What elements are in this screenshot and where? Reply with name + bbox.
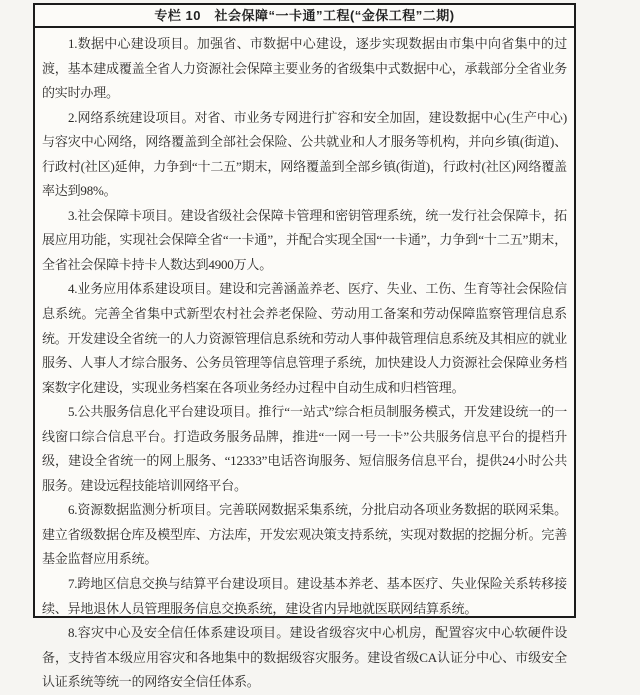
panel-paragraph-8: 8.容灾中心及安全信任体系建设项目。建设省级容灾中心机房，配置容灾中心软硬件设备，支持省本级应用容灾和各地集中的数据级容灾服务。建设省级CA认证分中心、市级安全认证系统等统一的网络安全信任体系。	[42, 625, 567, 690]
panel-paragraph-5: 5.公共服务信息化平台建设项目。推行“一站式”综合柜员制服务模式，开发建设统一的一线窗口综合信息平台。打造政务服务品牌，推进“一网一号一卡”公共服务信息平台的提档升级，建设全省统一的网上服务、“12333”电话咨询服务、短信服务信息平台，提供24小时公共服务。建设远程技能培训网络平台。	[42, 404, 567, 493]
panel-paragraph-2: 2.网络系统建设项目。对省、市业务专网进行扩容和安全加固，建设数据中心(生产中心)与容灾中心网络，网络覆盖到全部社会保险、公共就业和人才服务等机构，并向乡镇(街道)、行政村(社区)延伸，力争到“十二五”期末，网络覆盖到全部乡镇(街道)，行政村(社区)网络覆盖率达到98%。	[42, 109, 567, 199]
panel-paragraph-1: 1.数据中心建设项目。加强省、市数据中心建设，逐步实现数据由市集中向省集中的过渡，基本建成覆盖全省人力资源社会保障主要业务的省级集中式数据中心，承载部分全省业务的实时办理。	[42, 36, 567, 101]
panel-title: 专栏 10 社会保障“一卡通”工程(“金保工程”二期)	[35, 5, 574, 28]
panel-paragraph-7: 7.跨地区信息交换与结算平台建设项目。建设基本养老、基本医疗、失业保险关系转移接续、异地退休人员管理服务信息交换系统，建设省内异地就医联网结算系统。	[42, 576, 567, 616]
panel-body	[35, 28, 574, 695]
panel-paragraph-4: 4.业务应用体系建设项目。建设和完善涵盖养老、医疗、失业、工伤、生育等社会保险信息系统。完善全省集中式新型农村社会养老保险、劳动用工备案和劳动保障监察管理信息系统。开发建设全省统一的人力资源管理信息系统和劳动人事仲裁管理信息系统及其相应的就业服务、人事人才综合服务、公务员管理等信息管理子系统，加快建设人力资源社会保障业务档案数字化建设，实现业务档案在各项业务经办过程中自动生成和归档管理。	[42, 281, 567, 395]
panel-paragraph-3: 3.社会保障卡项目。建设省级社会保障卡管理和密钥管理系统，统一发行社会保障卡，拓展应用功能，实现社会保障全省“一卡通”，并配合实现全国“一卡通”，力争到“十二五”期末，全省社会保障卡持卡人数达到4900万人。	[42, 207, 567, 272]
panel-paragraph-6: 6.资源数据监测分析项目。完善联网数据采集系统，分批启动各项业务数据的联网采集。建立省级数据仓库及模型库、方法库，开发宏观决策支持系统，实现对数据的挖掘分析。完善基金监督应用系统。	[42, 502, 567, 567]
boxed-column-panel	[33, 3, 576, 690]
